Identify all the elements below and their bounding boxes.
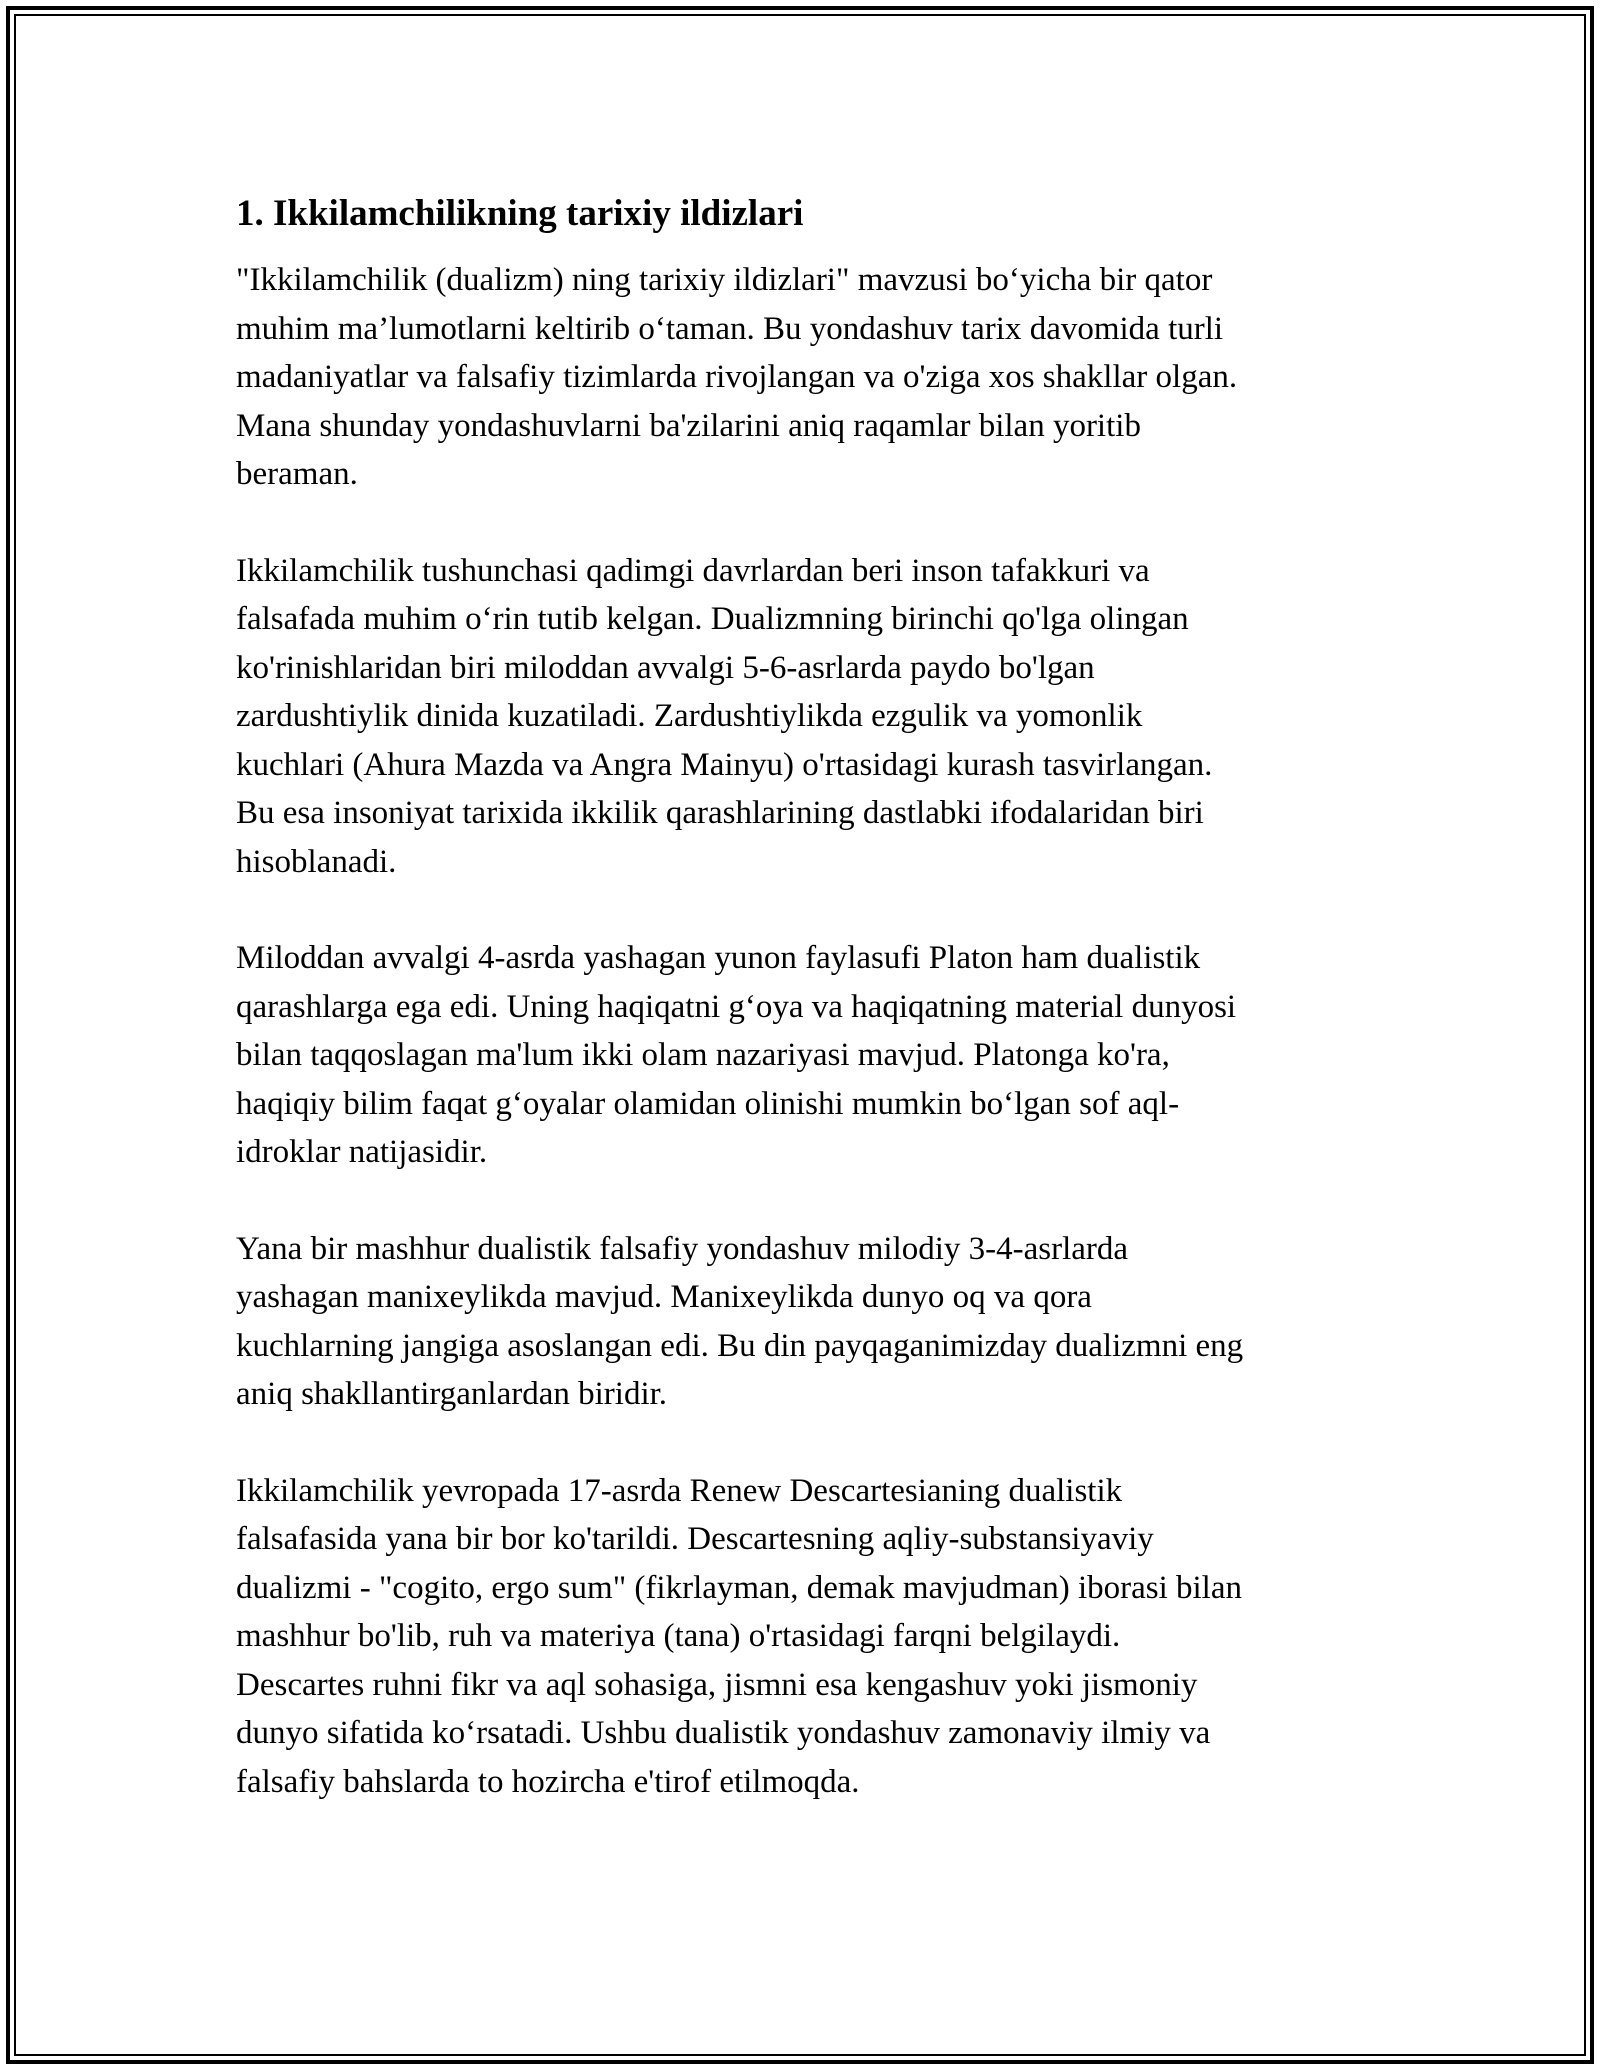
paragraph-intro: "Ikkilamchilik (dualizm) ning tarixiy ildizlari" mavzusi bo‘yicha bir qator muhim ma’lumotlarni keltirib o‘taman. Bu yondashuv tarix davomida turli madaniyatlar va falsafiy tizimlarda rivojlangan va o'ziga xos shakllar olgan. Mana shunday yondashuvlarni ba'zilarini aniq raqamlar bilan yoritib beraman. xyxy=(236,262,1238,492)
paragraph-zoroastrianism: Ikkilamchilik tushunchasi qadimgi davrlardan beri inson tafakkuri va falsafada muhim o‘rin tutib kelgan. Dualizmning birinchi qo'lga olingan ko'rinishlaridan biri miloddan avvalgi 5-6-asrlarda paydo bo'lgan zardushtiylik dinida kuzatiladi. Zardushtiylikda ezgulik va yomonlik kuchlari (Ahura Mazda va Angra Mainyu) o'rtasidagi kurash tasvirlangan. Bu esa insoniyat tarixida ikkilik qarashlarining dastlabki ifodalaridan biri hisoblanadi. xyxy=(236,552,1213,880)
document-body xyxy=(236,186,1366,1854)
paragraph-descartes: Ikkilamchilik yevropada 17-asrda Renew Descartesianing dualistik falsafasida yana bir bor ko'tarildi. Descartesning aqliy-substansiyaviy dualizmi - "cogito, ergo sum" (fikrlayman, demak mavjudman) iborasi bilan mashhur bo'lib, ruh va materiya (tana) o'rtasidagi farqni belgilaydi. Descartes ruhni fikr va aql sohasiga, jismni esa kengashuv yoki jismoniy dunyo sifatida ko‘rsatadi. Ushbu dualistik yondashuv zamonaviy ilmiy va falsafiy bahslarda to hozircha e'tirof etilmoqda. xyxy=(236,1472,1243,1800)
paragraph-manichaeism: Yana bir mashhur dualistik falsafiy yondashuv milodiy 3-4-asrlarda yashagan manixeylikda mavjud. Manixeylikda dunyo oq va qora kuchlarning jangiga asoslangan edi. Bu din payqaganimizday dualizmni eng aniq shakllantirganlardan biridir. xyxy=(236,1230,1244,1412)
paragraph-plato: Miloddan avvalgi 4-asrda yashagan yunon faylasufi Platon ham dualistik qarashlarga ega edi. Uning haqiqatni g‘oya va haqiqatning material dunyosi bilan taqqoslagan ma'lum ikki olam nazariyasi mavjud. Platonga ko'ra, haqiqiy bilim faqat g‘oyalar olamidan olinishi mumkin bo‘lgan sof aql- idroklar natijasidir. xyxy=(236,940,1237,1170)
section-heading: 1. Ikkilamchilikning tarixiy ildizlari xyxy=(236,193,804,234)
